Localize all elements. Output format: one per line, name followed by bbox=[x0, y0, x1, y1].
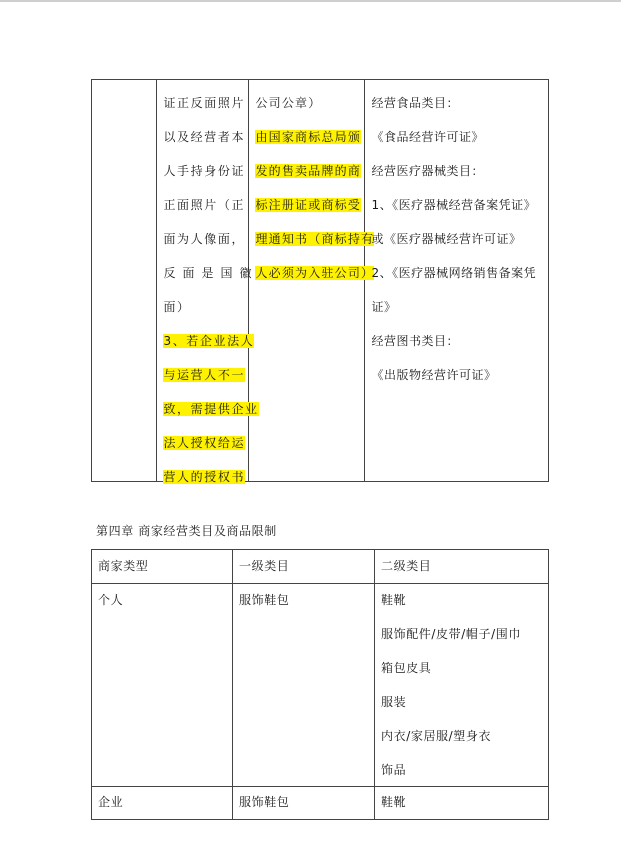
header-level2-category: 二级类目 bbox=[381, 559, 432, 573]
brand-line-highlighted: 发的售卖品牌的商 bbox=[255, 164, 362, 178]
industry-license-cell bbox=[365, 80, 548, 481]
chapter-heading: 第四章 商家经营类目及商品限制 bbox=[96, 524, 277, 538]
qualification-line: 面为人像面， bbox=[163, 232, 246, 246]
level2-category-item: 箱包皮具 bbox=[381, 661, 432, 675]
merchant-type-text: 个人 bbox=[98, 593, 124, 607]
license-line: 经营食品类目： bbox=[371, 96, 459, 110]
license-line: 经营图书类目： bbox=[371, 334, 459, 348]
top-edge-rule bbox=[0, 0, 621, 2]
qualification-cell bbox=[157, 80, 259, 484]
table-row bbox=[92, 584, 548, 787]
merchant-type-cell: 企业 bbox=[92, 787, 233, 819]
level2-category-item: 内衣/家居服/塑身衣 bbox=[381, 729, 492, 743]
brand-line-highlighted: 人必须为入驻公司） bbox=[255, 266, 375, 280]
qualification-line-highlighted: 与运营人不一 bbox=[163, 368, 246, 382]
qualification-table bbox=[91, 79, 549, 482]
qualification-line: 以及经营者本 bbox=[163, 130, 246, 144]
level2-category-item: 服饰配件/皮带/帽子/围巾 bbox=[381, 627, 521, 641]
level2-category-item: 饰品 bbox=[381, 763, 407, 777]
license-line: 1、《医疗器械经营备案凭证》 bbox=[371, 198, 537, 212]
header-level1-category: 一级类目 bbox=[233, 550, 375, 583]
license-line: 2、《医疗器械网络销售备案凭 bbox=[371, 266, 537, 280]
table-header-row bbox=[92, 550, 548, 584]
qualification-line: 反 面 是 国 徽 bbox=[163, 266, 254, 280]
brand-line-highlighted: 由国家商标总局颁 bbox=[255, 130, 362, 144]
level1-category-text: 服饰鞋包 bbox=[239, 593, 290, 607]
brand-certificate-cell bbox=[249, 80, 375, 481]
level2-category-item: 鞋靴 bbox=[381, 593, 407, 607]
qualification-line: 人手持身份证 bbox=[163, 164, 246, 178]
brand-line-highlighted: 标注册证或商标受 bbox=[255, 198, 362, 212]
merchant-type-cell bbox=[92, 584, 233, 786]
qualification-line-highlighted: 营人的授权书 bbox=[163, 470, 246, 484]
table-row bbox=[92, 787, 548, 819]
license-line: 证》 bbox=[371, 300, 397, 314]
level2-category-cell: 鞋靴 bbox=[381, 795, 407, 809]
qualification-line: 面） bbox=[163, 300, 191, 314]
brand-line-highlighted: 理通知书（商标持有 bbox=[255, 232, 375, 246]
qualification-line: 正面照片（正 bbox=[163, 198, 246, 212]
license-line: 《食品经营许可证》 bbox=[371, 130, 484, 144]
category-table bbox=[91, 549, 549, 820]
license-line: 或《医疗器械经营许可证》 bbox=[371, 232, 522, 246]
qualification-line-highlighted: 致，需提供企业 bbox=[163, 402, 259, 416]
level2-category-cell bbox=[375, 584, 548, 786]
qualification-line-highlighted: 法人授权给运 bbox=[163, 436, 246, 450]
qualification-table-blank-cell bbox=[92, 80, 157, 481]
brand-line: 公司公章） bbox=[255, 96, 322, 110]
level1-category-cell: 服饰鞋包 bbox=[233, 787, 375, 819]
qualification-line: 证正反面照片 bbox=[163, 96, 246, 110]
license-line: 经营医疗器械类目： bbox=[371, 164, 484, 178]
header-merchant-type: 商家类型 bbox=[92, 550, 233, 583]
license-line: 《出版物经营许可证》 bbox=[371, 368, 497, 382]
level2-category-item: 服装 bbox=[381, 695, 407, 709]
level1-category-cell bbox=[233, 584, 375, 786]
qualification-line-highlighted: 3、若企业法人 bbox=[163, 334, 255, 348]
